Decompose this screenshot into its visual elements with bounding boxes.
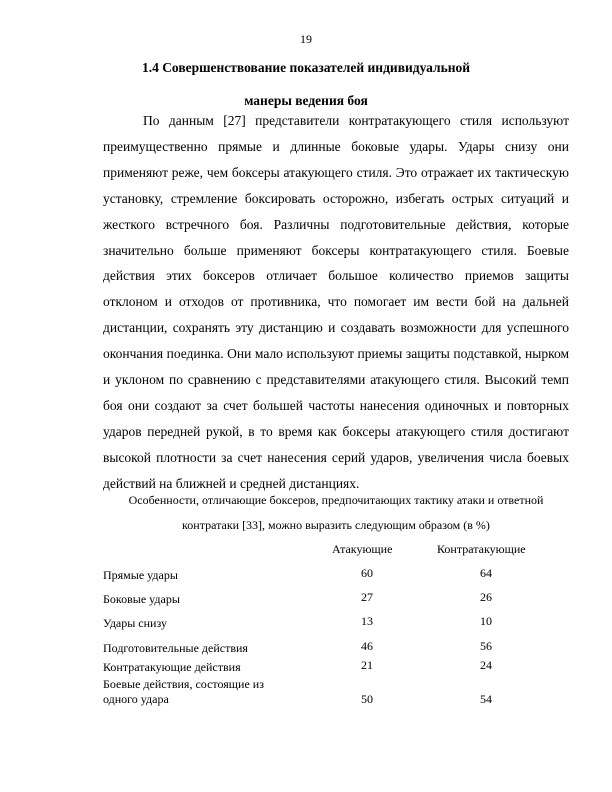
cell-counter: 26	[480, 590, 492, 604]
cell-counter: 24	[480, 658, 492, 672]
cell-attack: 50	[361, 692, 373, 706]
section-heading-line-1: 1.4 Совершенствование показателей индивидуальной	[141, 60, 471, 75]
table-caption: Особенности, отличающие боксеров, предпочитающих тактику атаки и ответной контратаки [33], можно выразить следующим образом (в %)	[128, 493, 544, 532]
cell-counter: 56	[480, 639, 492, 653]
row-label: Боковые удары	[103, 592, 180, 606]
column-header-attack: Атакующие	[332, 542, 393, 556]
body-paragraph: По данным [27] представители контратакующего стиля используют преимущественно прямые и длинные боковые удары. Удары снизу они применяют реже, чем боксеры атакующего стиля. Это отражает их тактическую установку, стремление боксировать осторожно, избегать острых ситуаций и жесткого встречного боя. Различны подготовительные действия, которые значительно больше применяют боксеры контратакующего стиля. Боевые действия этих боксеров отличает большое количество приемов защиты отклоном и отходов от противника, что помогает им вести бой на дальней дистанции, сохранять эту дистанцию и создавать возможности для успешного окончания поединка. Они мало используют приемы защиты подставкой, нырком и уклоном по сравнению с представителями атакующего стиля. Высокий темп боя они создают за счет большей частоты нанесения одиночных и повторных ударов передней рукой, в то время как боксеры атакующего стиля достигают высокой плотности за счет нанесения серий ударов, увеличения числа боевых действий на ближней и средней дистанциях.	[103, 113, 569, 491]
row-label: Подготовительные действия	[103, 641, 248, 655]
section-heading-line-2: манеры ведения боя	[244, 93, 368, 108]
column-header-counter: Контратакующие	[437, 542, 526, 556]
cell-attack: 21	[361, 658, 373, 672]
row-label: Боевые действия, состоящие из одного удара	[103, 677, 264, 706]
cell-attack: 60	[361, 566, 373, 580]
cell-attack: 46	[361, 639, 373, 653]
cell-counter: 54	[480, 692, 492, 706]
cell-attack: 13	[361, 614, 373, 628]
row-label: Контратакующие действия	[103, 660, 241, 674]
cell-counter: 10	[480, 614, 492, 628]
page-number: 19	[300, 32, 312, 46]
cell-counter: 64	[480, 566, 492, 580]
row-label: Удары снизу	[103, 616, 167, 630]
row-label: Прямые удары	[103, 568, 178, 582]
cell-attack: 27	[361, 590, 373, 604]
